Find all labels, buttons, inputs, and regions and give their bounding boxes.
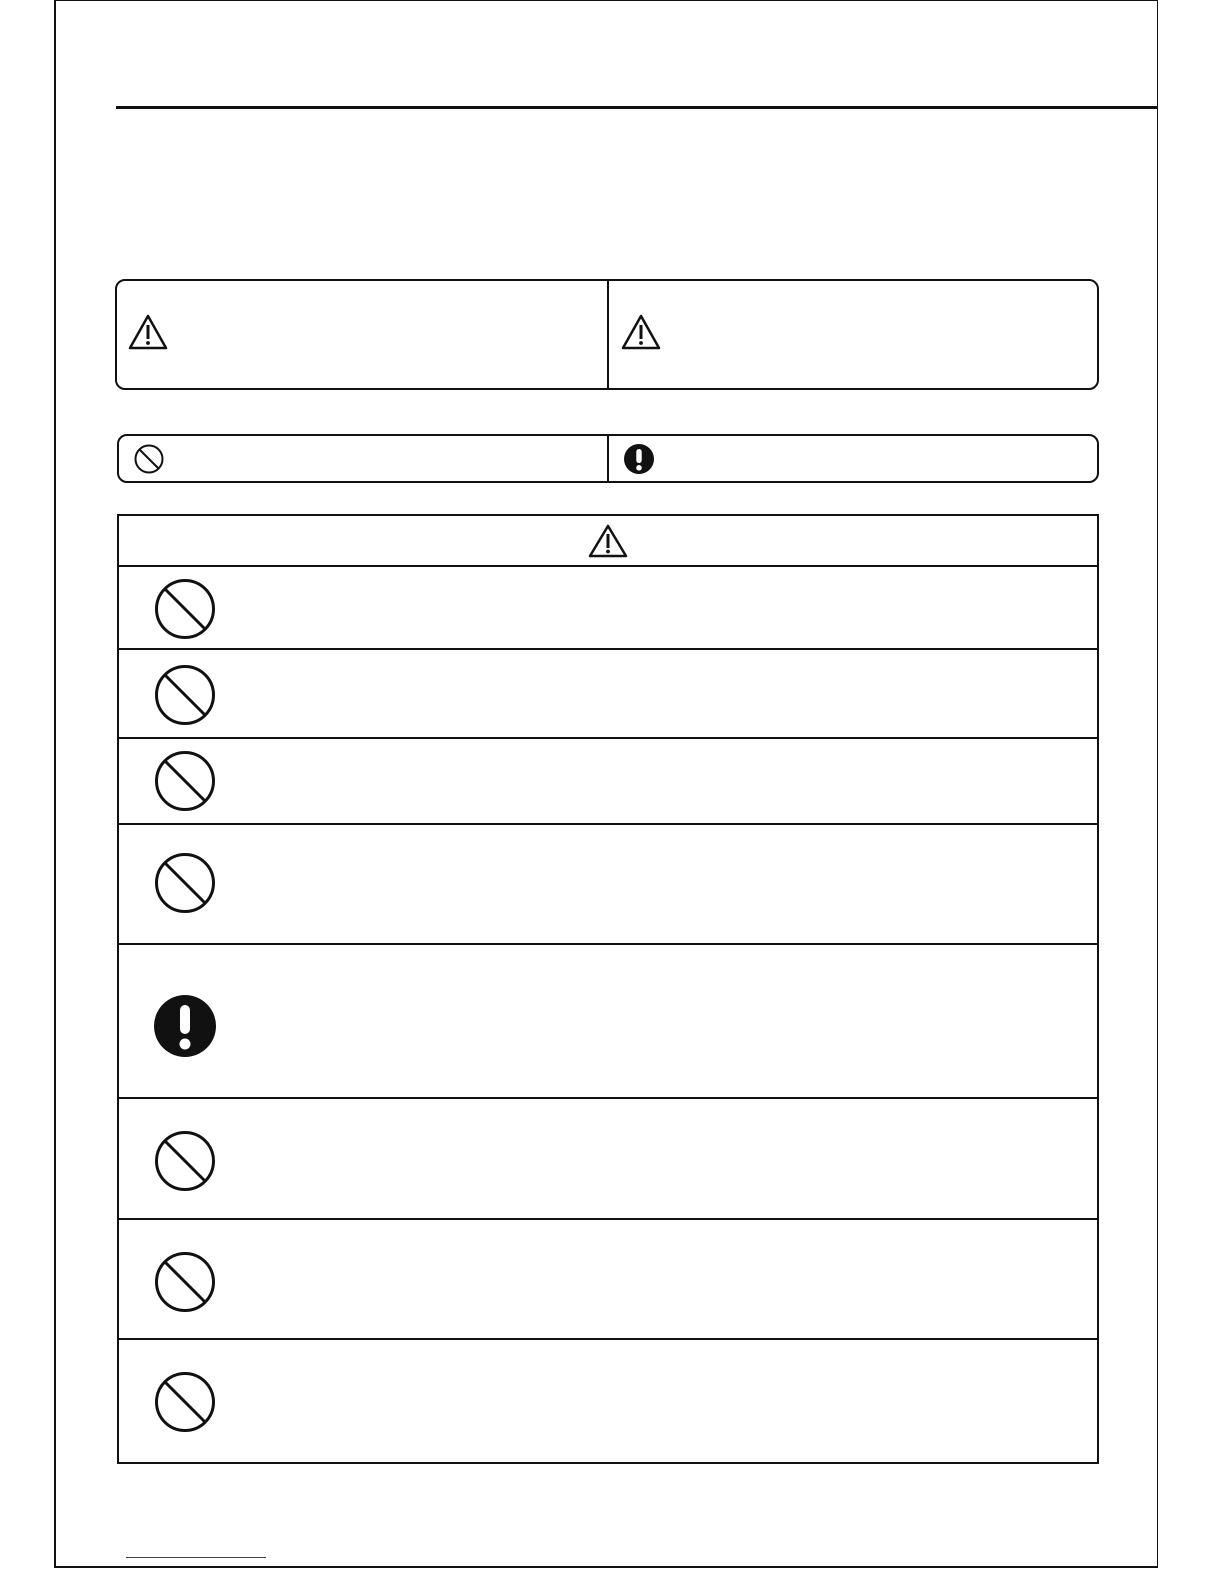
prohibition-icon [153,1129,217,1193]
legend-warning-cell [127,313,181,351]
mandatory-exclamation-icon [153,994,217,1058]
prohibition-icon [153,749,217,813]
prohibition-icon [153,851,217,915]
prohibition-icon [153,1250,217,1314]
symbol-legend-box [117,434,1099,483]
warning-row-8 [119,1340,1097,1462]
hazard-legend-box [115,279,1099,390]
warning-row-5 [119,945,1097,1099]
warning-triangle-icon [620,313,662,351]
warning-table [117,514,1099,1464]
warning-triangle-icon [127,313,169,351]
prohibition-icon [133,443,165,475]
warning-row-3 [119,739,1097,825]
legend-mandatory-cell [623,443,667,475]
legend-caution-cell [620,313,674,351]
legend-divider [607,281,609,388]
warning-row-6 [119,1099,1097,1220]
mandatory-exclamation-icon [623,443,655,475]
legend-prohibited-cell [133,443,177,475]
header-rule [116,106,1158,109]
warning-row-4 [119,825,1097,945]
footer-link-underline [126,1557,266,1558]
warning-row-2 [119,650,1097,739]
warning-row-1 [119,565,1097,650]
warning-table-header [119,516,1097,567]
symbol-divider [607,436,609,481]
warning-triangle-icon [587,523,629,559]
prohibition-icon [153,663,217,727]
prohibition-icon [153,577,217,641]
prohibition-icon [153,1370,217,1434]
warning-row-7 [119,1220,1097,1340]
